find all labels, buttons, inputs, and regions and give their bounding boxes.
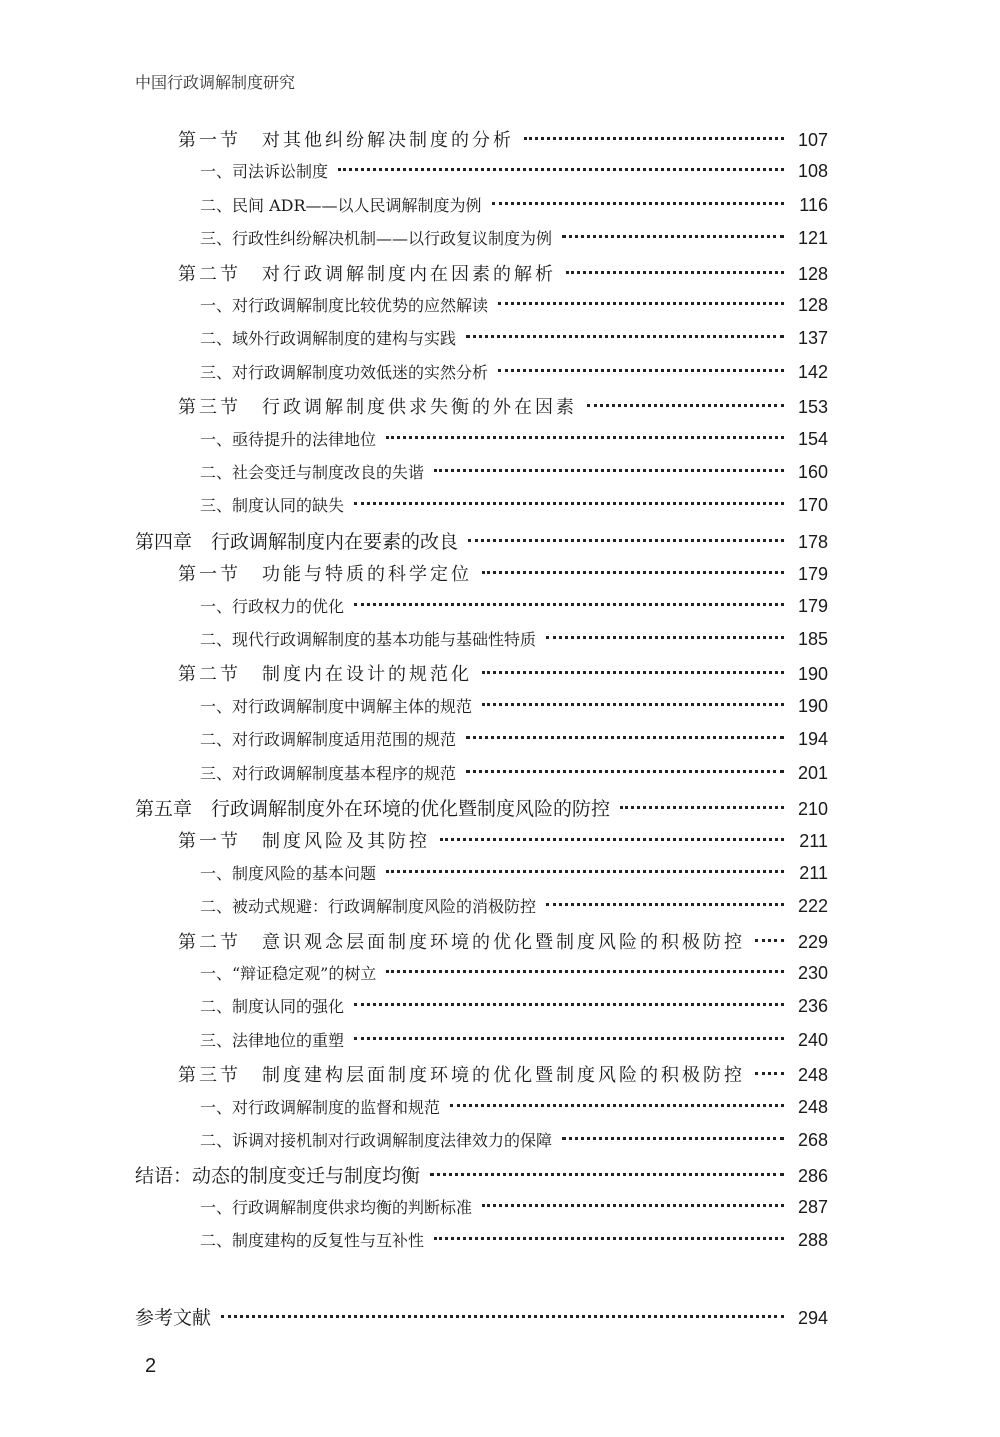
toc-entry-page: 268 bbox=[797, 1130, 828, 1150]
toc-entry-page: 128 bbox=[797, 263, 828, 284]
toc-entry-page: 178 bbox=[797, 531, 828, 552]
dot-leader bbox=[755, 939, 784, 942]
dot-leader bbox=[524, 137, 784, 140]
dot-leader bbox=[466, 736, 784, 739]
toc-entry-page: 121 bbox=[797, 228, 828, 249]
dot-leader bbox=[386, 870, 784, 873]
toc-entry-title: 第二节 对行政调解制度内在因素的解析 bbox=[178, 263, 556, 285]
toc-entry-section bbox=[178, 260, 828, 293]
toc-entry-page: 142 bbox=[797, 361, 828, 382]
toc-entry-page: 128 bbox=[797, 295, 828, 315]
toc-entry-page: 201 bbox=[797, 762, 828, 783]
toc-entry-page: 230 bbox=[797, 963, 828, 983]
dot-leader bbox=[498, 302, 784, 305]
toc-entry-page: 211 bbox=[799, 831, 828, 852]
dot-leader bbox=[221, 1315, 784, 1318]
toc-entry-item bbox=[200, 994, 828, 1027]
toc-entry-page: 154 bbox=[797, 428, 828, 449]
toc-entry-page: 116 bbox=[799, 194, 828, 215]
toc-entry-item bbox=[200, 493, 828, 526]
toc-entry-section bbox=[178, 560, 828, 593]
toc-entry-section bbox=[178, 660, 828, 693]
toc-entry-item bbox=[200, 894, 828, 927]
toc-entry-item bbox=[200, 1228, 828, 1261]
toc-entry-section bbox=[178, 827, 828, 860]
toc-entry-item bbox=[200, 293, 828, 326]
toc-entry-page: 194 bbox=[797, 729, 828, 750]
toc-entry-title: 一、亟待提升的法律地位 bbox=[200, 429, 377, 449]
toc-entry-chapter bbox=[135, 527, 828, 560]
dot-leader bbox=[354, 1003, 784, 1006]
toc-entry-title: 第二节 制度内在设计的规范化 bbox=[178, 664, 472, 686]
dot-leader bbox=[354, 1037, 784, 1040]
toc-entry-chapter bbox=[135, 1161, 828, 1194]
toc-entry-title: 一、制度风险的基本问题 bbox=[200, 863, 377, 883]
toc-entry-title: 结语：动态的制度变迁与制度均衡 bbox=[135, 1165, 421, 1188]
dot-leader bbox=[492, 202, 784, 205]
toc-entry-title: 三、行政性纠纷解决机制——以行政复议制度为例 bbox=[200, 229, 553, 249]
dot-leader bbox=[450, 1104, 784, 1107]
toc-entry-title: 二、对行政调解制度适用范围的规范 bbox=[200, 730, 457, 750]
dot-leader bbox=[562, 235, 784, 238]
toc-entry-page: 190 bbox=[797, 664, 828, 685]
toc-entry-item bbox=[200, 427, 828, 460]
toc-entry-page: 179 bbox=[797, 564, 828, 585]
toc-entry-title: 二、制度建构的反复性与互补性 bbox=[200, 1231, 425, 1251]
toc-entry-title: 参考文献 bbox=[135, 1306, 212, 1329]
dot-leader bbox=[587, 404, 784, 407]
dot-leader bbox=[386, 970, 784, 973]
toc-entry-title: 二、域外行政调解制度的建构与实践 bbox=[200, 329, 457, 349]
toc-entry-page: 294 bbox=[797, 1307, 828, 1328]
toc-entry-item bbox=[200, 226, 828, 259]
toc-entry-page: 286 bbox=[797, 1166, 828, 1187]
toc-entry-section bbox=[178, 126, 828, 159]
dot-leader bbox=[466, 770, 784, 773]
toc-entry-page: 211 bbox=[799, 862, 828, 883]
dot-leader bbox=[468, 539, 784, 542]
toc-entry-item bbox=[200, 861, 828, 894]
dot-leader bbox=[434, 1237, 784, 1240]
toc-entry-item bbox=[200, 1028, 828, 1061]
toc-entry-title: 三、对行政调解制度功效低迷的实然分析 bbox=[200, 362, 489, 382]
toc-entry-title: 二、社会变迁与制度改良的失谐 bbox=[200, 463, 425, 482]
toc-entry-item bbox=[200, 159, 828, 192]
toc-entry-page: 137 bbox=[797, 328, 828, 349]
toc-entry-title: 一、司法诉讼制度 bbox=[200, 162, 329, 182]
toc-entry-title: 三、制度认同的缺失 bbox=[200, 496, 345, 516]
toc-entry-item bbox=[200, 1128, 828, 1161]
toc-entry-title: 一、“辩证稳定观”的树立 bbox=[200, 964, 377, 983]
toc-entry-title: 一、对行政调解制度的监督和规范 bbox=[200, 1097, 441, 1117]
toc-entry-page: 240 bbox=[797, 1029, 828, 1050]
toc-entry-item bbox=[200, 627, 828, 660]
toc-entry-page: 160 bbox=[797, 462, 828, 482]
toc-entry-page: 229 bbox=[797, 931, 828, 952]
dot-leader bbox=[482, 671, 784, 674]
toc-entry-title: 第四章 行政调解制度内在要素的改良 bbox=[135, 530, 459, 553]
toc-entry-item bbox=[200, 727, 828, 760]
toc-entry-page: 210 bbox=[797, 799, 828, 819]
toc-entry-item bbox=[200, 961, 828, 994]
toc-entry-item bbox=[200, 1095, 828, 1128]
dot-leader bbox=[430, 1173, 784, 1176]
toc-entry-item bbox=[200, 193, 828, 226]
toc-entry-item bbox=[200, 460, 828, 493]
dot-leader bbox=[482, 571, 784, 574]
toc-entry-title: 第五章 行政调解制度外在环境的优化暨制度风险的防控 bbox=[135, 798, 611, 820]
toc-entry-chapter bbox=[135, 1303, 828, 1336]
toc-entry-title: 一、行政权力的优化 bbox=[200, 596, 345, 616]
toc-entry-page: 170 bbox=[797, 495, 828, 516]
toc-entry-page: 107 bbox=[797, 130, 828, 150]
running-header: 中国行政调解制度研究 bbox=[135, 73, 296, 92]
dot-leader bbox=[755, 1072, 784, 1075]
dot-leader bbox=[466, 335, 784, 338]
page-number: 2 bbox=[145, 1355, 157, 1377]
toc-entry-chapter bbox=[135, 794, 828, 827]
toc-entry-title: 二、制度认同的强化 bbox=[200, 997, 345, 1017]
dot-leader bbox=[562, 1137, 784, 1140]
toc-entry-page: 185 bbox=[797, 629, 828, 649]
toc-entry-section bbox=[178, 928, 828, 961]
dot-leader bbox=[482, 1204, 784, 1207]
toc-entry-title: 三、法律地位的重塑 bbox=[200, 1030, 345, 1050]
toc-entry-page: 190 bbox=[797, 695, 828, 716]
dot-leader bbox=[546, 903, 784, 906]
toc-entry-page: 287 bbox=[797, 1196, 828, 1217]
dot-leader bbox=[498, 369, 784, 372]
toc-entry-item bbox=[200, 694, 828, 727]
toc-entry-title: 第一节 制度风险及其防控 bbox=[178, 831, 430, 853]
toc-entry-page: 236 bbox=[797, 996, 828, 1017]
toc-entry-title: 一、对行政调解制度比较优势的应然解读 bbox=[200, 296, 489, 315]
toc-entry-item bbox=[200, 360, 828, 393]
toc-entry-title: 第三节 行政调解制度供求失衡的外在因素 bbox=[178, 397, 577, 419]
dot-leader bbox=[482, 703, 784, 706]
toc-entry-title: 二、现代行政调解制度的基本功能与基础性特质 bbox=[200, 630, 537, 649]
toc-entry-page: 108 bbox=[797, 161, 828, 182]
toc-entry-item bbox=[200, 761, 828, 794]
toc-entry-item bbox=[200, 1195, 828, 1228]
toc-entry-title: 第二节 意识观念层面制度环境的优化暨制度风险的积极防控 bbox=[178, 931, 745, 953]
toc-entry-page: 222 bbox=[797, 896, 828, 917]
toc-entry-page: 248 bbox=[797, 1065, 828, 1086]
dot-leader bbox=[354, 603, 784, 606]
toc-entry-title: 第三节 制度建构层面制度环境的优化暨制度风险的积极防控 bbox=[178, 1065, 745, 1087]
toc-entry-section bbox=[178, 1061, 828, 1094]
toc-entry-page: 153 bbox=[797, 397, 828, 418]
dot-leader bbox=[338, 168, 784, 171]
toc-entry-title: 二、被动式规避：行政调解制度风险的消极防控 bbox=[200, 897, 537, 917]
toc-entry-page: 248 bbox=[797, 1096, 828, 1117]
dot-leader bbox=[386, 436, 784, 439]
toc-entry-title: 第一节 对其他纠纷解决制度的分析 bbox=[178, 130, 514, 151]
toc-entry-item bbox=[200, 326, 828, 359]
toc-entry-title: 一、行政调解制度供求均衡的判断标准 bbox=[200, 1197, 473, 1217]
toc-entry-page: 288 bbox=[797, 1230, 828, 1251]
dot-leader bbox=[434, 469, 784, 472]
toc-entry-page: 179 bbox=[797, 595, 828, 616]
toc-entry-title: 三、对行政调解制度基本程序的规范 bbox=[200, 763, 457, 783]
dot-leader bbox=[546, 636, 784, 639]
toc-entry-title: 二、诉调对接机制对行政调解制度法律效力的保障 bbox=[200, 1131, 553, 1150]
toc-entry-item bbox=[200, 594, 828, 627]
dot-leader bbox=[440, 838, 784, 841]
toc-entry-section bbox=[178, 393, 828, 426]
dot-leader bbox=[566, 271, 784, 274]
dot-leader bbox=[354, 502, 784, 505]
dot-leader bbox=[620, 806, 784, 809]
toc-entry-title: 第一节 功能与特质的科学定位 bbox=[178, 564, 472, 586]
toc-entry-title: 一、对行政调解制度中调解主体的规范 bbox=[200, 696, 473, 716]
toc-entry-title: 二、民间 ADR——以人民调解制度为例 bbox=[200, 195, 482, 215]
